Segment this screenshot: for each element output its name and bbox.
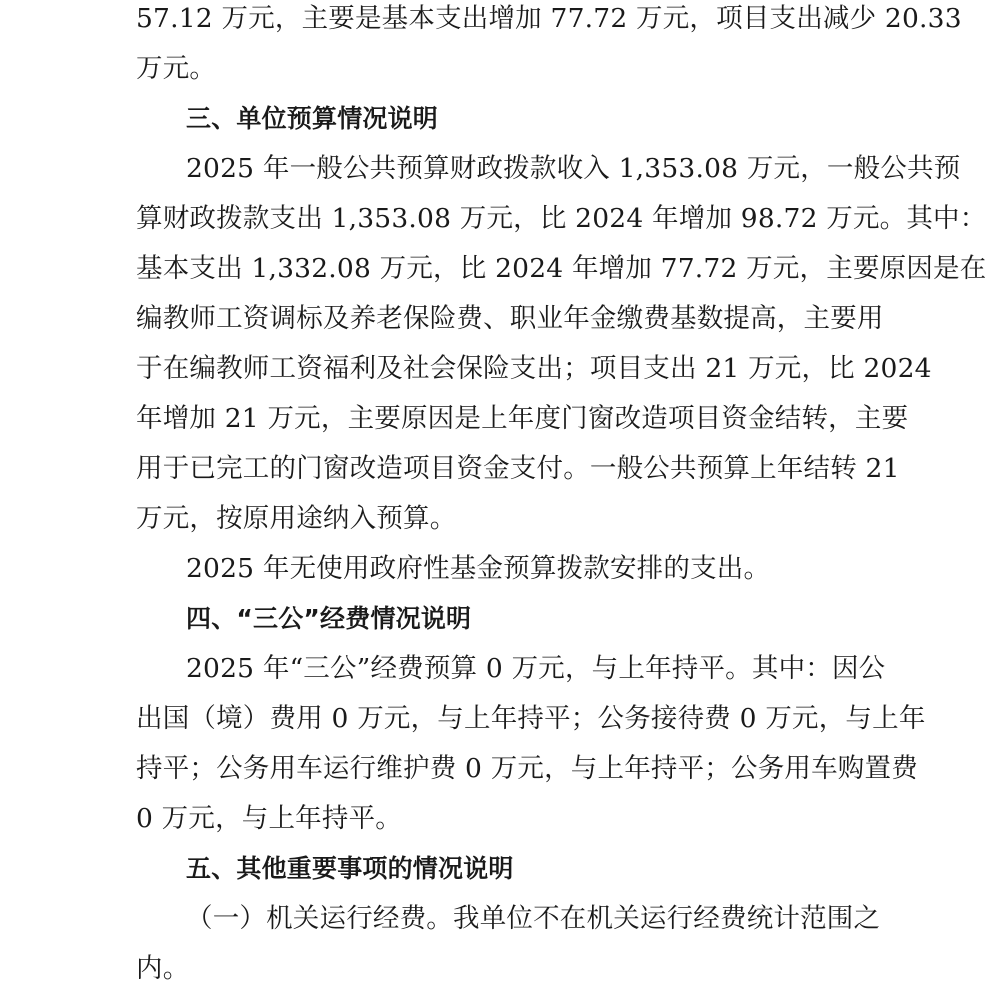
paragraph-line: 2025 年一般公共预算财政拨款收入 1,353.08 万元，一般公共预 — [186, 153, 961, 184]
paragraph-line: （一）机关运行经费。我单位不在机关运行经费统计范围之 — [186, 903, 881, 934]
paragraph-line: 基本支出 1,332.08 万元，比 2024 年增加 77.72 万元，主要原因是在 — [136, 253, 987, 284]
paragraph-line: 算财政拨款支出 1,353.08 万元，比 2024 年增加 98.72 万元。其中： — [136, 203, 987, 234]
paragraph-line: 编教师工资调标及养老保险费、职业年金缴费基数提高，主要用 — [136, 303, 884, 334]
paragraph-line: 万元，按原用途纳入预算。 — [136, 503, 457, 534]
paragraph-line: 持平；公务用车运行维护费 0 万元，与上年持平；公务用车购置费 — [136, 753, 918, 784]
paragraph-line: 2025 年“三公”经费预算 0 万元，与上年持平。其中：因公 — [186, 653, 886, 684]
paragraph-line: 出国（境）费用 0 万元，与上年持平；公务接待费 0 万元，与上年 — [136, 703, 926, 734]
paragraph-line: 0 万元，与上年持平。 — [136, 803, 402, 834]
paragraph-line: 于在编教师工资福利及社会保险支出；项目支出 21 万元，比 2024 — [136, 353, 932, 384]
paragraph-line: 内。 — [136, 953, 190, 984]
paragraph-line: 57.12 万元，主要是基本支出增加 77.72 万元，项目支出减少 20.33 — [136, 3, 962, 34]
paragraph-line: 万元。 — [136, 53, 217, 84]
paragraph-line: 2025 年无使用政府性基金预算拨款安排的支出。 — [186, 553, 771, 584]
section-heading: 四、“三公”经费情况说明 — [186, 604, 472, 633]
section-heading: 五、其他重要事项的情况说明 — [186, 854, 514, 883]
paragraph-line: 用于已完工的门窗改造项目资金支付。一般公共预算上年结转 21 — [136, 453, 900, 484]
section-heading: 三、单位预算情况说明 — [186, 104, 439, 133]
paragraph-line: 年增加 21 万元，主要原因是上年度门窗改造项目资金结转，主要 — [136, 403, 909, 434]
